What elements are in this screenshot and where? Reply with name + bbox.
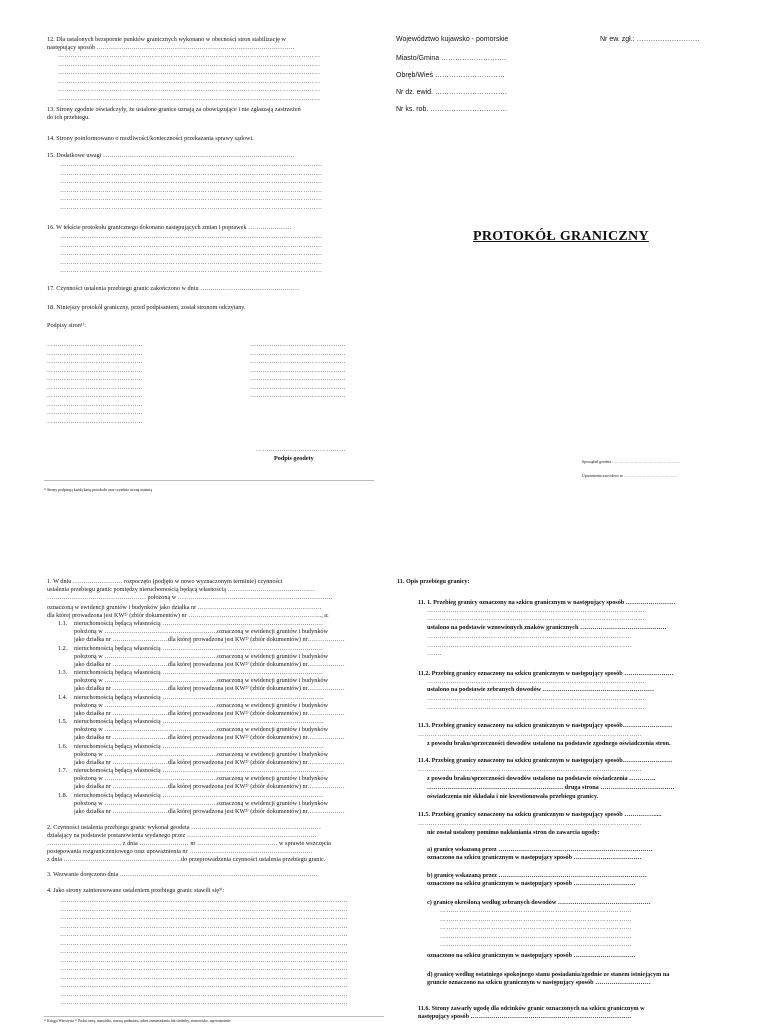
municipality: Miasto/Gmina ………………………. — [396, 55, 507, 62]
subitem-number: 1.4. — [58, 693, 68, 701]
option-c-line-1: c) granicę określoną według zebranych dowodów ……………………………………… — [427, 899, 651, 906]
subitem-location-line: położoną w ……………………………………………….oznaczoną w ewidencji gruntów i budynków — [74, 677, 328, 684]
footnote-divider — [44, 480, 374, 481]
subitem-number: 1.3. — [58, 669, 68, 676]
item-17: 17. Czynności ustalenia przebiegu granic zakończono w dniu ………………………………………… — [47, 285, 300, 292]
dotted-option-c: ……………………………………………………………………………… ……………………………………………………………………………… ……………………………………………………………………………… ……………………………………………………………………………… ……………………………………………………………………………… — [440, 908, 632, 948]
item-18: 18. Niniejszy protokół graniczny, przed podpisaniem, został stronom odczytany. — [47, 304, 246, 311]
signature-lines-left: ……………………………………… ……………………………………… ……………………………………… ……………………………………… ……………………………………… ……………………………………… ……………………………………… ……………………………………… ……………………………………… ……………………………………… — [47, 342, 143, 425]
dotted-lines-4: ……………………………………………………………………………………………………………………… ……………………………………………………………………………………………………………………… ……………………………………………………………………………………………………………………… ……………………………………………………………………………………………………………………… ……………………………………………………………………………………………………………………… ……………………………………………………………………………………………………………………… ……………………………………………………………………………………………………………………… ……………………………………………………………………………………………………………………… ……………………………………………………………………………………………………………………… ……………………………………………………………………………………………………………………… ……………………………………………………………………………………………………………………… ……………………………………………………………………………………………………………………… ……………………………………………………………………………………………………………………… — [60, 898, 348, 1006]
signature-lines-right: ……………………………………… ……………………………………… ……………………………………… ……………………………………… ……………………………………… ……………………………………… ……………………………………… — [250, 342, 346, 399]
precinct: Obręb/Wieś ………………………… — [396, 72, 505, 79]
subitem-number: 1.5. — [58, 718, 68, 725]
subitem-parcel-line: jako działka nr ………………………dla której prowadzona jest KW²⁾ (zbiór dokumentów) nr……………… — [74, 758, 345, 766]
subitem-owner-line: nieruchomością będącą własnością …………………………………………………………………… — [74, 669, 324, 676]
subitem-parcel-line: jako działka nr ………………………dla której prowadzona jest KW²⁾ (zbiór dokumentów) nr……………… — [74, 783, 345, 790]
subitem-parcel-line: jako działka nr ………………………dla której prowadzona jest KW²⁾ (zbiór dokumentów) nr……………… — [74, 660, 345, 668]
section-3: 3. Wezwanie doręczono dnia …………………………………………………………………………………… — [47, 871, 318, 878]
section-11-4-line-3: ………………………………………………………… druga strona ……………………………… — [427, 784, 675, 791]
section-11-1-line-2: ustalono na podstawie wznowionych znaków granicznych …………………………………… — [427, 624, 667, 631]
geodeta-signature-line: …………………………………… — [256, 447, 346, 453]
section-2-line-5: z dnia …………………………………………………do przeprowadzenia czynności ustalenia przebiegu granic. — [47, 856, 326, 863]
item-13-cont: do ich przebiegu. — [47, 114, 90, 121]
section-1-line-5: dla której prowadzona jest KW²⁾ (zbiór dokumentów) nr ……………………………………………………….., a: — [47, 612, 329, 619]
dotted-11-2b: ………………………………………………………………………………………… ………………………………………………………………………………………… — [427, 696, 645, 711]
dotted-11-3: …………………………………………………………………………………………… — [418, 732, 642, 738]
section-11-3-line-1: 11.3. Przebieg granicy oznaczony na szkicu granicznym w następujący sposób…………………… — [418, 722, 673, 729]
subitem-location-line: położoną w ……………………………………………….oznaczoną w ewidencji gruntów i budynków — [74, 799, 328, 807]
footnote-signatures: ¹⁾ Strony podpisują każdą kartę protokołu oraz czytelnie stronę ostatnią — [44, 488, 153, 492]
geodeta-signature-label: Podpis geodety — [274, 455, 314, 462]
subitem-parcel-line: jako działka nr ………………………dla której prowadzona jest KW²⁾ (zbiór dokumentów) nr……………… — [74, 734, 345, 741]
option-a-line-1: a) granicę wskazaną przez ………………………………………………………………… — [427, 846, 653, 853]
dotted-11-1a: ………………………………………………………………………………………… — [427, 608, 645, 614]
subitem-owner-line: nieruchomością będącą własnością …………………………………………………………………… — [74, 767, 324, 774]
subitem-number: 1.7. — [58, 767, 68, 774]
section-1-line-1: 1. W dniu …………………… rozpoczęto (podjęto w nowo wyznaczonym terminie) czynności — [47, 578, 283, 585]
section-1-line-2: ustalenia przebiegu granic pomiędzy nieruchomością będącą własnością …………………………………… — [47, 586, 315, 593]
section-11-1-line-1: 11. 1. Przebieg granicy oznaczony na szkicu granicznym w następujący sposób …………………… — [418, 599, 676, 606]
subitem-location-line: położoną w ……………………………………………….oznaczoną w ewidencji gruntów i budynków — [74, 726, 328, 733]
section-2-line-1: 2. Czynności ustalenia przebiegu granic wykonał geodeta ……………………………………………………… — [47, 824, 321, 831]
voivodeship: Województwo kujawsko - pomorskie — [396, 36, 509, 43]
license-number: Uprawnienia zawodowe nr …………………………………… — [582, 474, 678, 478]
subitem-number: 1.1. — [58, 620, 68, 627]
section-1-line-3: ………………………………………… położoną w ………………………………………………………………… — [47, 594, 333, 601]
section-11-4-line-2: z powodu braku/sprzeczności dowodów ustalono na podstawie oświadczenia …………. — [427, 775, 656, 782]
subitem-parcel-line: jako działka nr ………………………dla której prowadzona jest KW²⁾ (zbiór dokumentów) nr……………… — [74, 807, 345, 815]
subitem-number: 1.6. — [58, 742, 68, 750]
section-11-4-line-4: oświadczenia nie składała i nie kwestionowała przebiegu granicy. — [427, 793, 599, 800]
registration-number: Nr ew. zgł.: ……………………… — [600, 36, 700, 43]
item-16: 16. W tekście protokołu granicznego dokonano następujących zmian i poprawek ………………… — [47, 224, 292, 231]
subitem-owner-line: nieruchomością będącą własnością …………………………………………………………………… — [74, 791, 324, 799]
option-d-line-1: d) granicę według ostatniego spokojnego stanu posiadania/zgodnie ze stanem istniejącym na — [427, 971, 670, 978]
subitem-location-line: położoną w ……………………………………………….oznaczoną w ewidencji gruntów i budynków — [74, 628, 328, 635]
subitem-owner-line: nieruchomością będącą własnością …………………………………………………………………… — [74, 620, 324, 627]
option-d-line-2: gruncie oznaczono na szkicu granicznym w następujący sposób ……………………… — [427, 979, 651, 986]
subitem-parcel-line: jako działka nr ………………………dla której prowadzona jest KW²⁾ (zbiór dokumentów) nr……………… — [74, 636, 345, 643]
section-11-4-line-1: 11.4. Przebieg granicy oznaczony na szkicu granicznym w następujący sposób…………………… — [418, 757, 673, 764]
section-11-5-line-1: 11.5. Przebieg granicy oznaczony na szkicu granicznym w następujący sposób …………….... — [418, 811, 662, 818]
signatures-label: Podpisy stron¹⁾: — [47, 322, 86, 329]
section-11-6-line-1: 11.6. Strony zawarły ugodę dla odcinków granic oznaczonych na szkicu granicznym w — [418, 1005, 645, 1012]
section-11-2-line-2: ustalono na podstawie zebranych dowodów ……………………………………………… — [427, 686, 655, 693]
option-c-line-2: oznaczono na szkicu granicznym w następujący sposób ………………………… — [427, 952, 636, 959]
dotted-11-1b: ………………………………………………………………………………………… — [427, 616, 645, 622]
option-b-line-2: oznaczono na szkicu granicznym w następujący sposób ………………………… — [427, 880, 636, 887]
option-a-line-2: oznaczono na szkicu granicznym w następujący sposób …………………………… — [427, 854, 642, 861]
subitem-location-line: położoną w ……………………………………………….oznaczoną w ewidencji gruntów i budynków — [74, 775, 328, 782]
subitem-location-line: położoną w ……………………………………………….oznaczoną w ewidencji gruntów i budynków — [74, 652, 328, 660]
subitem-location-line: położoną w ……………………………………………….oznaczoną w ewidencji gruntów i budynków — [74, 701, 328, 709]
item-14: 14. Strony poinformowano o możliwości/konieczności przekazania sprawy sądowi. — [47, 135, 254, 142]
section-11-heading: 11. Opis przebiegu granicy: — [397, 578, 470, 585]
dotted-11-2a: ………………………………………………………………………………………… — [427, 679, 645, 685]
subitem-parcel-line: jako działka nr ………………………dla której prowadzona jest KW²⁾ (zbiór dokumentów) nr……………… — [74, 685, 345, 692]
dotted-11-5: …………………………………………………………………………………………… — [418, 821, 642, 827]
section-11-3-line-2: z powodu braku/sprzeczności dowodów ustalono na podstawie zgodnego oświadczenia stron. — [427, 740, 671, 747]
option-b-line-1: b) granicę wskazaną przez ……………………………………………………………… — [427, 872, 647, 879]
subitem-owner-line: nieruchomością będącą własnością …………………………………………………………………… — [74, 742, 324, 750]
dotted-lines-12: …………………………………………………………………………………………………………… …………………………………………………………………………………………………………… …………………………………………………………………………………………………………… …………………………………………………………………………………………………………… …………………………………………………………………………………………………………… …………………………………………………………………………………………………………… — [58, 53, 321, 102]
dotted-lines-16: …………………………………………………………………………………………………………… …………………………………………………………………………………………………………… …………………………………………………………………………………………………………… …………………………………………………………………………………………………………… …………………………………………………………………………………………………………… — [60, 234, 323, 274]
item-12: 12. Dla ustalonych bezspornie punktów granicznych wykonano w obecności stron stabilizację w — [47, 36, 286, 43]
subitem-number: 1.8. — [58, 791, 68, 799]
section-11-2-line-1: 11.2. Przebieg granicy oznaczony na szkicu granicznym w następujący sposób …………………… — [418, 670, 674, 677]
subitem-location-line: położoną w ……………………………………………….oznaczoną w ewidencji gruntów i budynków — [74, 750, 328, 758]
item-13: 13. Strony zgodnie oświadczyły, że ustalone granice uznają za obowiązujące i nie zgłaszają zastrzeżeń — [47, 106, 301, 113]
subitem-number: 1.2. — [58, 644, 68, 652]
document-title: PROTOKÓŁ GRANICZNY — [473, 229, 649, 244]
dotted-11-1c: …………………………………………………………………………………… …………………………………………………………………………………… ……. — [427, 634, 632, 657]
footer-notes: ²⁾ Księga Wieczysta ³⁾ Podać imię, nazwisko, nazwę podmiotu, adres zamieszkania lub siedziby, stanowisko, upoważnienie — [44, 1019, 231, 1023]
dotted-11-4: …………………………………………………………………………………………… — [418, 767, 642, 773]
subitem-owner-line: nieruchomością będącą własnością …………………………………………………………………… — [74, 693, 324, 701]
parcel-number: Nr dz. ewid. …………………………. — [396, 89, 507, 96]
section-2-line-4: postępowania rozgraniczeniowego oraz upoważnienia nr …………………………………………………… — [47, 848, 313, 855]
item-15: 15. Dodatkowe uwagi ………………………………………………………………………………… — [47, 152, 295, 159]
subitem-owner-line: nieruchomością będącą własnością …………………………………………………………………… — [74, 718, 324, 725]
section-11-5-line-2: nie został ustalony pomimo nakłaniania stron do zawarcia ugody: — [427, 829, 600, 836]
section-11-6-line-2: następujący sposób …………………………………………………………………… — [418, 1013, 632, 1020]
subitem-owner-line: nieruchomością będącą własnością …………………………………………………………………… — [74, 644, 324, 652]
prepared-by: Sporządził geodeta ……………………………………………… — [582, 460, 681, 464]
section-2-line-3: ……………………………… z dnia …………………… nr ………………………………… w sprawie wszczęcia — [47, 840, 331, 847]
section-1-line-4: oznaczoną w ewidencji gruntów i budynków jako działka nr …………………………………………………… — [47, 604, 322, 611]
footer-divider — [44, 1016, 384, 1017]
section-2-line-2: działający na podstawie postanowienia wydanego przez ……………………………………………………… — [47, 832, 317, 839]
survey-number: Nr ks. rob. …………………………… — [396, 106, 508, 113]
dotted-lines-15: …………………………………………………………………………………………………………… …………………………………………………………………………………………………………… …………………………………………………………………………………………………………… …………………………………………………………………………………………………………… …………………………………………………………………………………………………………… …………………………………………………………………………………………………………… — [60, 162, 323, 211]
subitem-parcel-line: jako działka nr ………………………dla której prowadzona jest KW²⁾ (zbiór dokumentów) nr……………… — [74, 709, 345, 717]
section-4: 4. Jako strony zainteresowane ustaleniem przebiegu granic stawili się³⁾: — [47, 887, 225, 894]
item-12-cont: następujący sposób …………………………………………………………………………………… — [47, 44, 295, 51]
